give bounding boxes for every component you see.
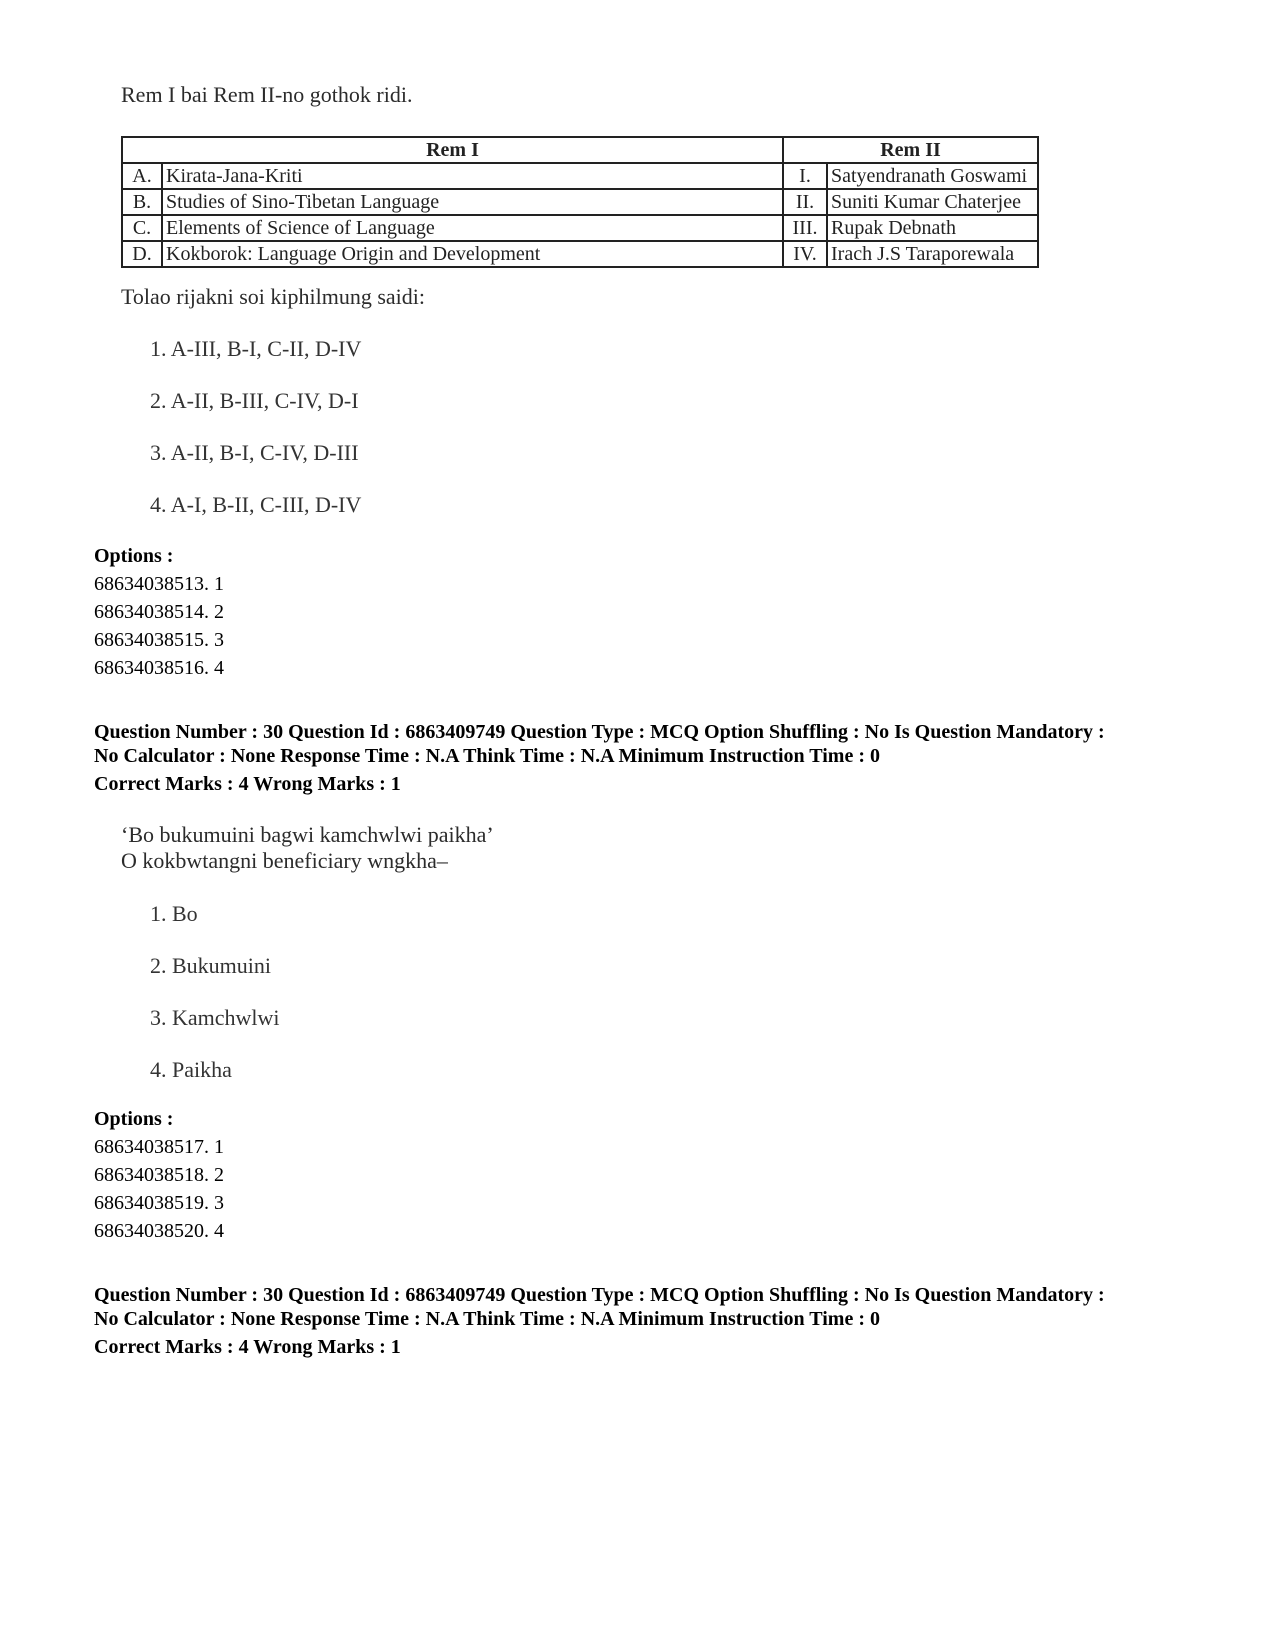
row-letter: B. <box>122 189 162 215</box>
row-item: Kirata-Jana-Kriti <box>162 163 783 189</box>
row-number: IV. <box>783 241 827 267</box>
option-line: 68634038513. 1 <box>94 573 224 595</box>
option-line: 68634038515. 3 <box>94 629 224 651</box>
meta-marks: Correct Marks : 4 Wrong Marks : 1 <box>94 773 401 795</box>
rem-ii-header: Rem II <box>783 137 1038 163</box>
choice-3: 3. A-II, B-I, C-IV, D-III <box>150 440 359 465</box>
row-item: Elements of Science of Language <box>162 215 783 241</box>
options-label: Options : <box>94 1108 174 1130</box>
meta-line-1: Question Number : 30 Question Id : 6863409749 Question Type : MCQ Option Shuffling : No Is Question Mandatory : <box>94 1284 1105 1306</box>
row-author: Irach J.S Taraporewala <box>827 241 1038 267</box>
table-row <box>122 241 1038 267</box>
row-letter: D. <box>122 241 162 267</box>
question-prompt: Tolao rijakni soi kiphilmung saidi: <box>121 284 425 309</box>
row-author: Rupak Debnath <box>827 215 1038 241</box>
option-line: 68634038517. 1 <box>94 1136 224 1158</box>
match-instruction: Rem I bai Rem II-no gothok ridi. <box>121 82 413 107</box>
choice-1: 1. Bo <box>150 901 198 926</box>
row-number: II. <box>783 189 827 215</box>
choice-2: 2. Bukumuini <box>150 953 272 978</box>
row-letter: C. <box>122 215 162 241</box>
row-item: Studies of Sino-Tibetan Language <box>162 189 783 215</box>
row-number: III. <box>783 215 827 241</box>
meta-line-1: Question Number : 30 Question Id : 6863409749 Question Type : MCQ Option Shuffling : No Is Question Mandatory : <box>94 721 1105 743</box>
choice-4: 4. Paikha <box>150 1057 232 1082</box>
row-item: Kokborok: Language Origin and Development <box>162 241 783 267</box>
row-author: Satyendranath Goswami <box>827 163 1038 189</box>
row-number: I. <box>783 163 827 189</box>
table-row <box>122 215 1038 241</box>
option-line: 68634038519. 3 <box>94 1192 224 1214</box>
option-line: 68634038516. 4 <box>94 657 224 679</box>
question-quote: ‘Bo bukumuini bagwi kamchwlwi paikha’ <box>121 822 494 847</box>
question-text: O kokbwtangni beneficiary wngkha– <box>121 848 448 873</box>
question-meta <box>94 720 1214 796</box>
choice-1: 1. A-III, B-I, C-II, D-IV <box>150 336 362 361</box>
rem-i-header: Rem I <box>122 137 783 163</box>
option-line: 68634038520. 4 <box>94 1220 224 1242</box>
table-row <box>122 189 1038 215</box>
row-letter: A. <box>122 163 162 189</box>
match-table-header <box>122 137 1038 163</box>
options-label: Options : <box>94 545 174 567</box>
option-line: 68634038514. 2 <box>94 601 224 623</box>
choice-3: 3. Kamchwlwi <box>150 1005 280 1030</box>
question-meta <box>94 1283 1214 1359</box>
table-row <box>122 163 1038 189</box>
choice-4: 4. A-I, B-II, C-III, D-IV <box>150 492 362 517</box>
match-table <box>121 136 1039 268</box>
meta-line-2: No Calculator : None Response Time : N.A Think Time : N.A Minimum Instruction Time : 0 <box>94 745 880 767</box>
choice-2: 2. A-II, B-III, C-IV, D-I <box>150 388 359 413</box>
row-author: Suniti Kumar Chaterjee <box>827 189 1038 215</box>
option-line: 68634038518. 2 <box>94 1164 224 1186</box>
meta-marks: Correct Marks : 4 Wrong Marks : 1 <box>94 1336 401 1358</box>
meta-line-2: No Calculator : None Response Time : N.A Think Time : N.A Minimum Instruction Time : 0 <box>94 1308 880 1330</box>
